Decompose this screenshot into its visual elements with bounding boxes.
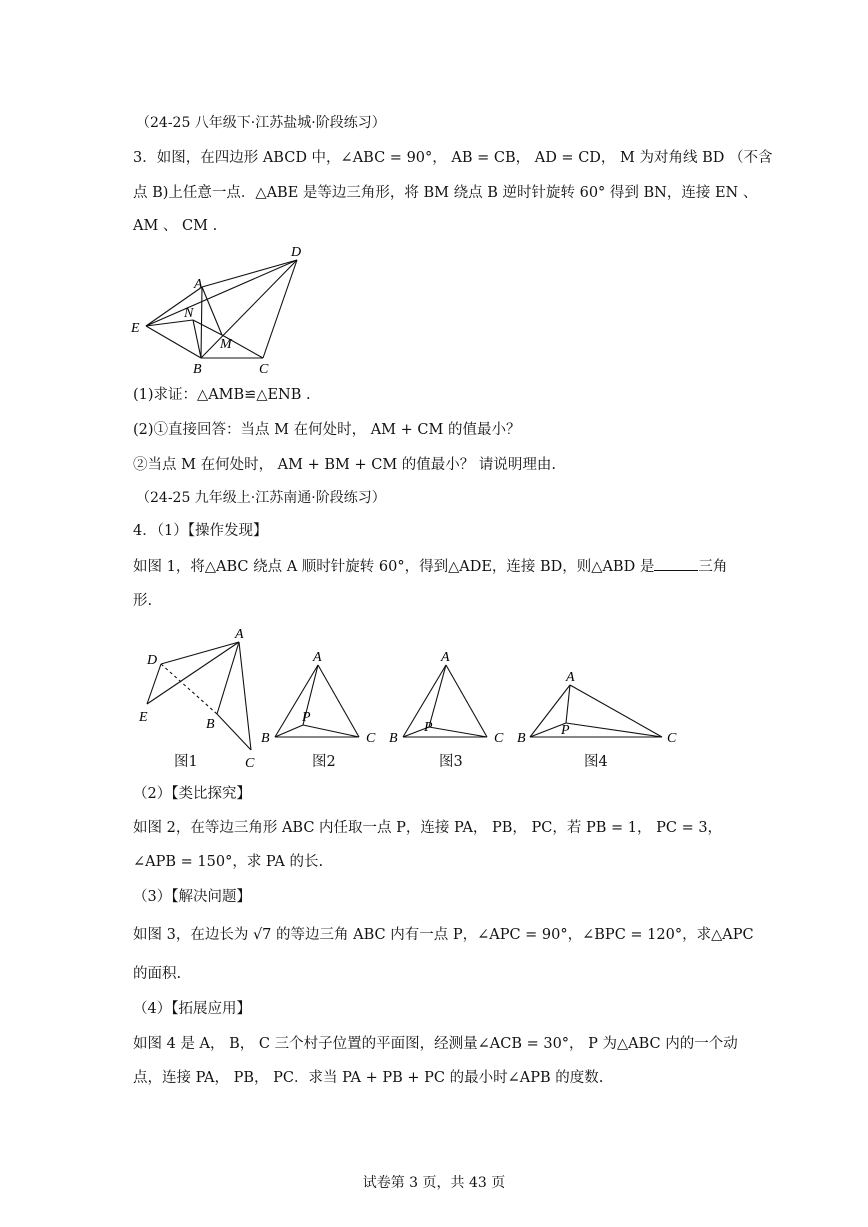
fig2-label-C: C (366, 731, 376, 746)
q3-part2-1: (2)①直接回答：当点 M 在何处时， AM + CM 的值最小？ (133, 422, 521, 438)
fig3-label-P: P (424, 720, 433, 735)
fig2-label-B: B (261, 731, 270, 746)
fig2-label-A: A (313, 650, 322, 665)
q4-part4-a: 如图 4 是 A， B， C 三个村子位置的平面图，经测量∠ACB = 30°， P 为△ABC 内的一个动 (133, 1036, 738, 1052)
q4-h4: （4）【拓展应用】 (133, 1001, 251, 1017)
q4-head: 4．（1）【操作发现】 (133, 523, 268, 539)
fig4-caption: 图4 (584, 754, 608, 770)
fig4-label-A: A (566, 670, 575, 685)
source-tag-q3: （24-25 八年级下·江苏盐城·阶段练习） (136, 115, 386, 131)
q3-label-B: B (193, 362, 202, 375)
source-tag-q4: （24-25 九年级上·江苏南通·阶段练习） (136, 490, 386, 506)
fig4-label-P: P (561, 723, 570, 738)
q4-figure-1 (135, 622, 265, 772)
q4-figure-2 (255, 645, 380, 750)
q4-figure-4 (510, 665, 685, 750)
q4-part3-b: 的面积. (133, 966, 182, 982)
fig3-caption: 图3 (439, 754, 463, 770)
q3-line2: 点 B)上任意一点．△ABE 是等边三角形，将 BM 绕点 B 逆时针旋转 60° 得到 BN，连接 EN 、 (133, 185, 758, 201)
q3-label-M: M (220, 337, 232, 352)
fig2-caption: 图2 (312, 754, 336, 770)
q4-part1-b: 三角 (698, 559, 728, 575)
page-footer: 试卷第 3 页，共 43 页 (362, 1175, 506, 1191)
fig4-label-B: B (517, 731, 526, 746)
q3-label-E: E (131, 321, 140, 336)
fig3-label-C: C (494, 731, 504, 746)
fig1-label-A: A (235, 627, 244, 642)
q4-part1-a: 如图 1，将△ABC 绕点 A 顺时针旋转 60°，得到△ADE，连接 BD，则△ABD 是 (133, 559, 655, 575)
q4-figure-3 (383, 645, 508, 750)
q4-part1-c: 形. (133, 593, 153, 609)
q4-part2-b: ∠APB = 150°，求 PA 的长. (133, 854, 324, 870)
q4-part4-b: 点，连接 PA， PB， PC．求当 PA + PB + PC 的最小时∠APB 的度数. (133, 1070, 604, 1086)
fig4-label-C: C (667, 731, 677, 746)
fig1-label-E: E (139, 710, 148, 725)
fig3-label-A: A (441, 650, 450, 665)
q3-part1: (1)求证：△AMB≌△ENB . (133, 387, 311, 403)
q4-h2: （2）【类比探究】 (133, 786, 251, 802)
q3-line1: 3．如图，在四边形 ABCD 中，∠ABC = 90°， AB = CB， AD = CD， M 为对角线 BD （不含 (133, 150, 773, 166)
q4-part3-a: 如图 3，在边长为 √7 的等边三角 ABC 内有一点 P，∠APC = 90°，∠BPC = 120°，求△APC (133, 927, 754, 943)
fig1-caption: 图1 (174, 754, 198, 770)
q3-part2-2: ②当点 M 在何处时， AM + BM + CM 的值最小？ 请说明理由. (133, 457, 556, 473)
answer-blank (654, 556, 698, 571)
q4-part2-a: 如图 2，在等边三角形 ABC 内任取一点 P，连接 PA， PB， PC，若 PB = 1， PC = 3， (133, 820, 723, 836)
fig1-label-B: B (206, 717, 215, 732)
q4-part1-text (133, 556, 727, 577)
q3-label-D: D (291, 245, 302, 260)
q3-label-A: A (194, 277, 203, 292)
q3-label-N: N (184, 306, 194, 321)
q3-label-C: C (259, 362, 269, 375)
q4-h3: （3）【解决问题】 (133, 889, 251, 905)
q3-figure (125, 240, 325, 375)
fig2-label-P: P (302, 710, 311, 725)
fig1-label-C: C (245, 756, 255, 771)
fig3-label-B: B (389, 731, 398, 746)
fig1-label-D: D (147, 653, 158, 668)
q3-line3: AM 、 CM . (133, 218, 218, 234)
